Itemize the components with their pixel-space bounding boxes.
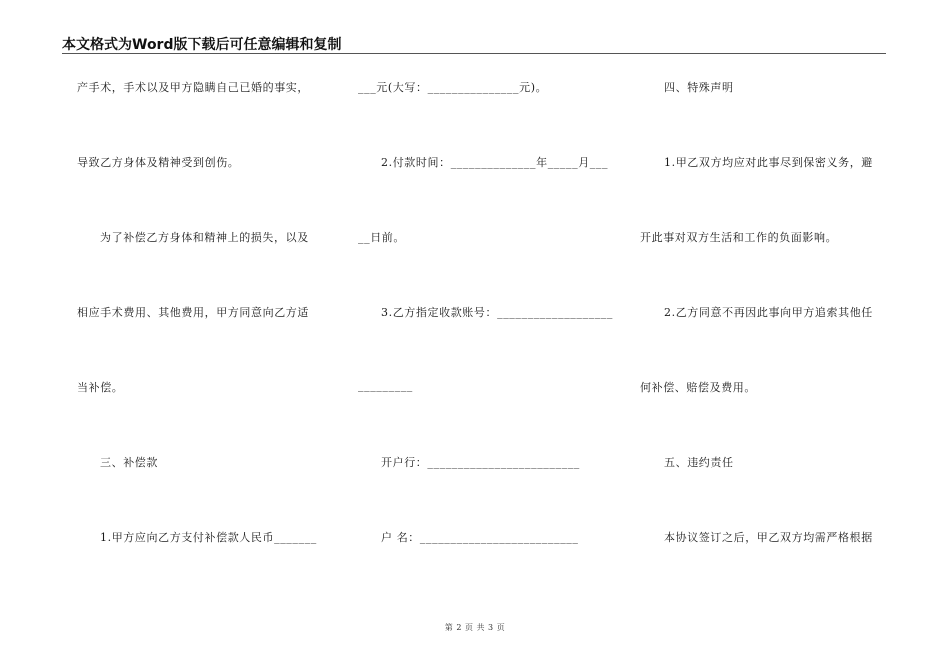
text-line: 2.乙方同意不再因此事向甲方追索其他任 xyxy=(664,306,873,319)
text-line: 当补偿。 xyxy=(77,381,124,394)
page-number-footer: 第 2 页 共 3 页 xyxy=(444,623,506,632)
text-line: 产手术，手术以及甲方隐瞒自己已婚的事实， xyxy=(77,81,309,94)
text-line: 开户行：_________________________ xyxy=(381,456,580,469)
text-line: 为了补偿乙方身体和精神上的损失，以及 xyxy=(100,231,309,244)
section-heading: 四、特殊声明 xyxy=(664,81,734,94)
text-line: ___元(大写：_______________元)。 xyxy=(358,81,548,94)
section-heading: 五、违约责任 xyxy=(664,456,734,469)
text-line: 何补偿、赔偿及费用。 xyxy=(640,381,756,394)
text-line: _________ xyxy=(358,379,413,392)
header-divider xyxy=(62,53,886,54)
text-line: 本协议签订之后，甲乙双方均需严格根据 xyxy=(664,531,873,544)
text-line: 户 名：__________________________ xyxy=(381,531,579,544)
text-line: 相应手术费用、其他费用，甲方同意向乙方适 xyxy=(77,306,309,319)
document-header-title: 本文格式为Word版下载后可任意编辑和复制 xyxy=(62,37,342,53)
text-line: 3.乙方指定收款账号：___________________ xyxy=(381,306,613,319)
section-heading: 三、补偿款 xyxy=(100,456,158,469)
text-line: 1.甲乙双方均应对此事尽到保密义务，避 xyxy=(664,156,873,169)
text-line: 1.甲方应向乙方支付补偿款人民币_______ xyxy=(100,531,317,544)
text-line: 导致乙方身体及精神受到创伤。 xyxy=(77,156,240,169)
text-line: __日前。 xyxy=(358,231,405,244)
text-line: 2.付款时间：______________年_____月___ xyxy=(381,156,609,169)
text-line: 开此事对双方生活和工作的负面影响。 xyxy=(640,231,838,244)
